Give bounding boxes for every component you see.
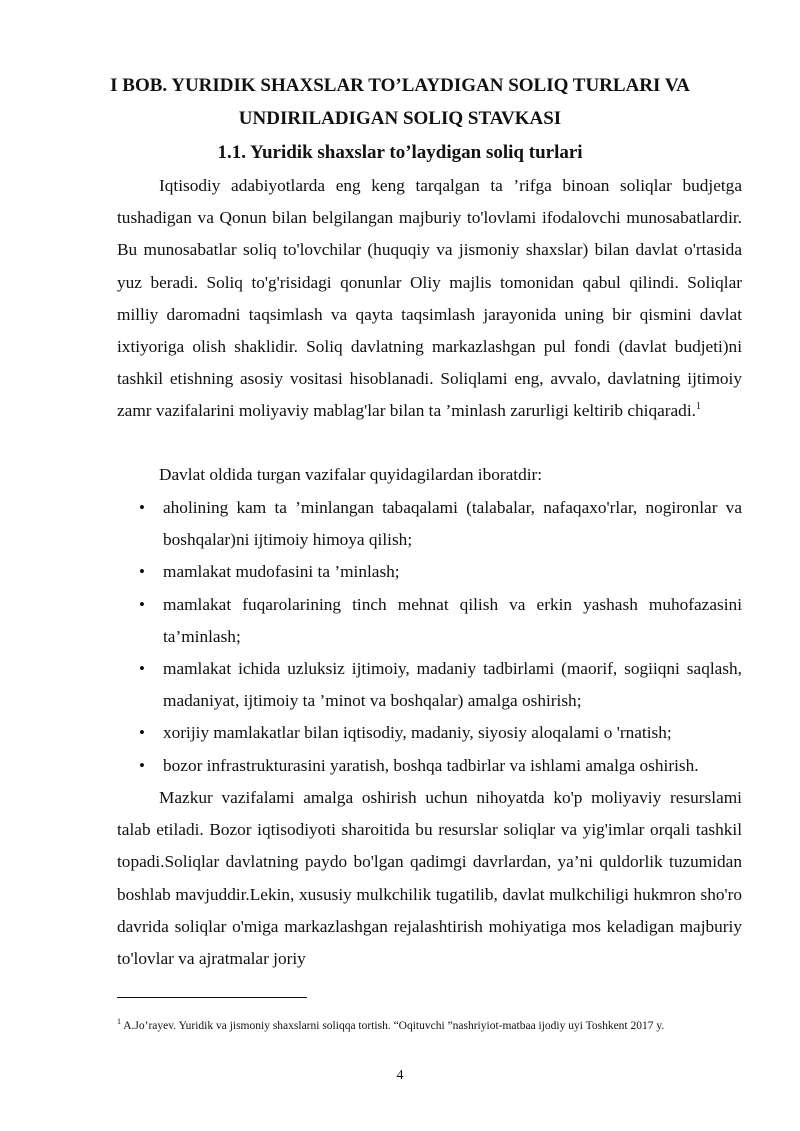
paragraph-2-text: Davlat oldida turgan vazifalar quyidagilardan iboratdir: bbox=[159, 465, 543, 484]
list-item-text: aholining kam ta ’minlangan tabaqalami (talabalar, nafaqaxo'rlar, nogironlar va boshqalar)ni ijtimoiy himoya qilish; bbox=[163, 498, 742, 550]
list-item bbox=[117, 750, 742, 782]
list-item bbox=[117, 492, 742, 556]
bullet-icon: • bbox=[139, 562, 145, 582]
list-item bbox=[117, 556, 742, 588]
bullet-icon: • bbox=[139, 498, 145, 517]
list-item-text: mamlakat fuqarolarining tinch mehnat qilish va erkin yashash muhofazasini ta’minlash; bbox=[163, 594, 742, 646]
page-number: 4 bbox=[396, 1068, 404, 1083]
tasks-bullet-list bbox=[117, 492, 742, 782]
paragraph-1 bbox=[117, 170, 742, 428]
paragraph-3-text: Mazkur vazifalami amalga oshirish uchun nihoyatda ko'p moliyaviy resurslami talab etiladi. Bozor iqtisodiyoti sharoitida bu resurslar soliqlar va yig'imlar orqali tashkil topadi.Soliqlar davlatning paydo bo'lgan qadimgi davrlardan, ya’ni quldorlik tuzumidan boshlab mavjuddir.Lekin, xususiy mulkchilik tugatilib, davlat mulkchiligi hukmron sho'ro davrida soliqlar o'miga markazlashgan rejalashtirish mohiyatiga mos keladigan majburiy to'lovlar va ajratmalar joriy bbox=[117, 788, 742, 969]
list-item-text: mamlakat mudofasini ta ’minlash; bbox=[163, 562, 400, 582]
paragraph-3 bbox=[117, 782, 742, 975]
footnote-text: A.Jo’rayev. Yuridik va jismoniy shaxslarni soliqqa tortish. “Oqituvchi ”nashriyiot-matbaa ijodiy uyi Toshkent 2017 y. bbox=[121, 1020, 665, 1032]
bullet-icon: • bbox=[139, 723, 145, 743]
list-item bbox=[117, 589, 742, 653]
list-item-text: bozor infrastrukturasini yaratish, boshqa tadbirlar va ishlami amalga oshirish. bbox=[163, 755, 699, 775]
footnote-number: 1 bbox=[117, 1017, 121, 1027]
list-item bbox=[117, 717, 742, 749]
bullet-icon: • bbox=[139, 659, 145, 679]
footnote-divider bbox=[117, 997, 307, 998]
chapter-title-line-1: I BOB. YURIDIK SHAXSLAR TO’LAYDIGAN SOLIQ TURLARI VA bbox=[110, 75, 690, 96]
list-item-text: xorijiy mamlakatlar bilan iqtisodiy, madaniy, siyosiy aloqalami o 'rnatish; bbox=[163, 723, 672, 743]
list-item bbox=[117, 653, 742, 717]
bullet-icon: • bbox=[139, 594, 145, 614]
list-item-text: mamlakat ichida uzluksiz ijtimoiy, madaniy tadbirlami (maorif, sogiiqni saqlash, madaniyat, ijtimoiy ta ’minot va boshqalar) amalga oshirish; bbox=[163, 659, 742, 711]
section-title: 1.1. Yuridik shaxslar to’laydigan soliq turlari bbox=[217, 142, 583, 163]
bullet-icon: • bbox=[139, 755, 145, 775]
chapter-title-line-2: UNDIRILADIGAN SOLIQ STAVKASI bbox=[238, 108, 562, 129]
paragraph-2 bbox=[117, 459, 742, 491]
footnote bbox=[117, 1017, 742, 1035]
footnote-reference: 1 bbox=[695, 401, 701, 413]
paragraph-1-text: Iqtisodiy adabiyotlarda eng keng tarqalgan ta ’rifga binoan soliqlar budjetga tushadigan va Qonun bilan belgilangan majburiy to'lovlami ifodalovchi munosabatlardir. Bu munosabatlar soliq to'lovchilar (huquqiy va jismoniy shaxslar) bilan davlat o'rtasida yuz beradi. Soliq to'g'risidagi qonunlar Oliy majlis tomonidan qabul qilindi. Soliqlar milliy daromadni taqsimlash va qayta taqsimlash jarayonida uning bir qismini davlat ixtiyoriga olish shaklidir. Soliq davlatning markazlashgan pul fondi (davlat budjeti)ni tashkil etishning asosiy vositasi hisoblanadi. Soliqlami eng, avvalo, davlatning ijtimoiy zamr vazifalarini moliyaviy mablag'lar bilan ta ’minlash zarurligi keltirib chiqaradi. bbox=[117, 176, 742, 421]
